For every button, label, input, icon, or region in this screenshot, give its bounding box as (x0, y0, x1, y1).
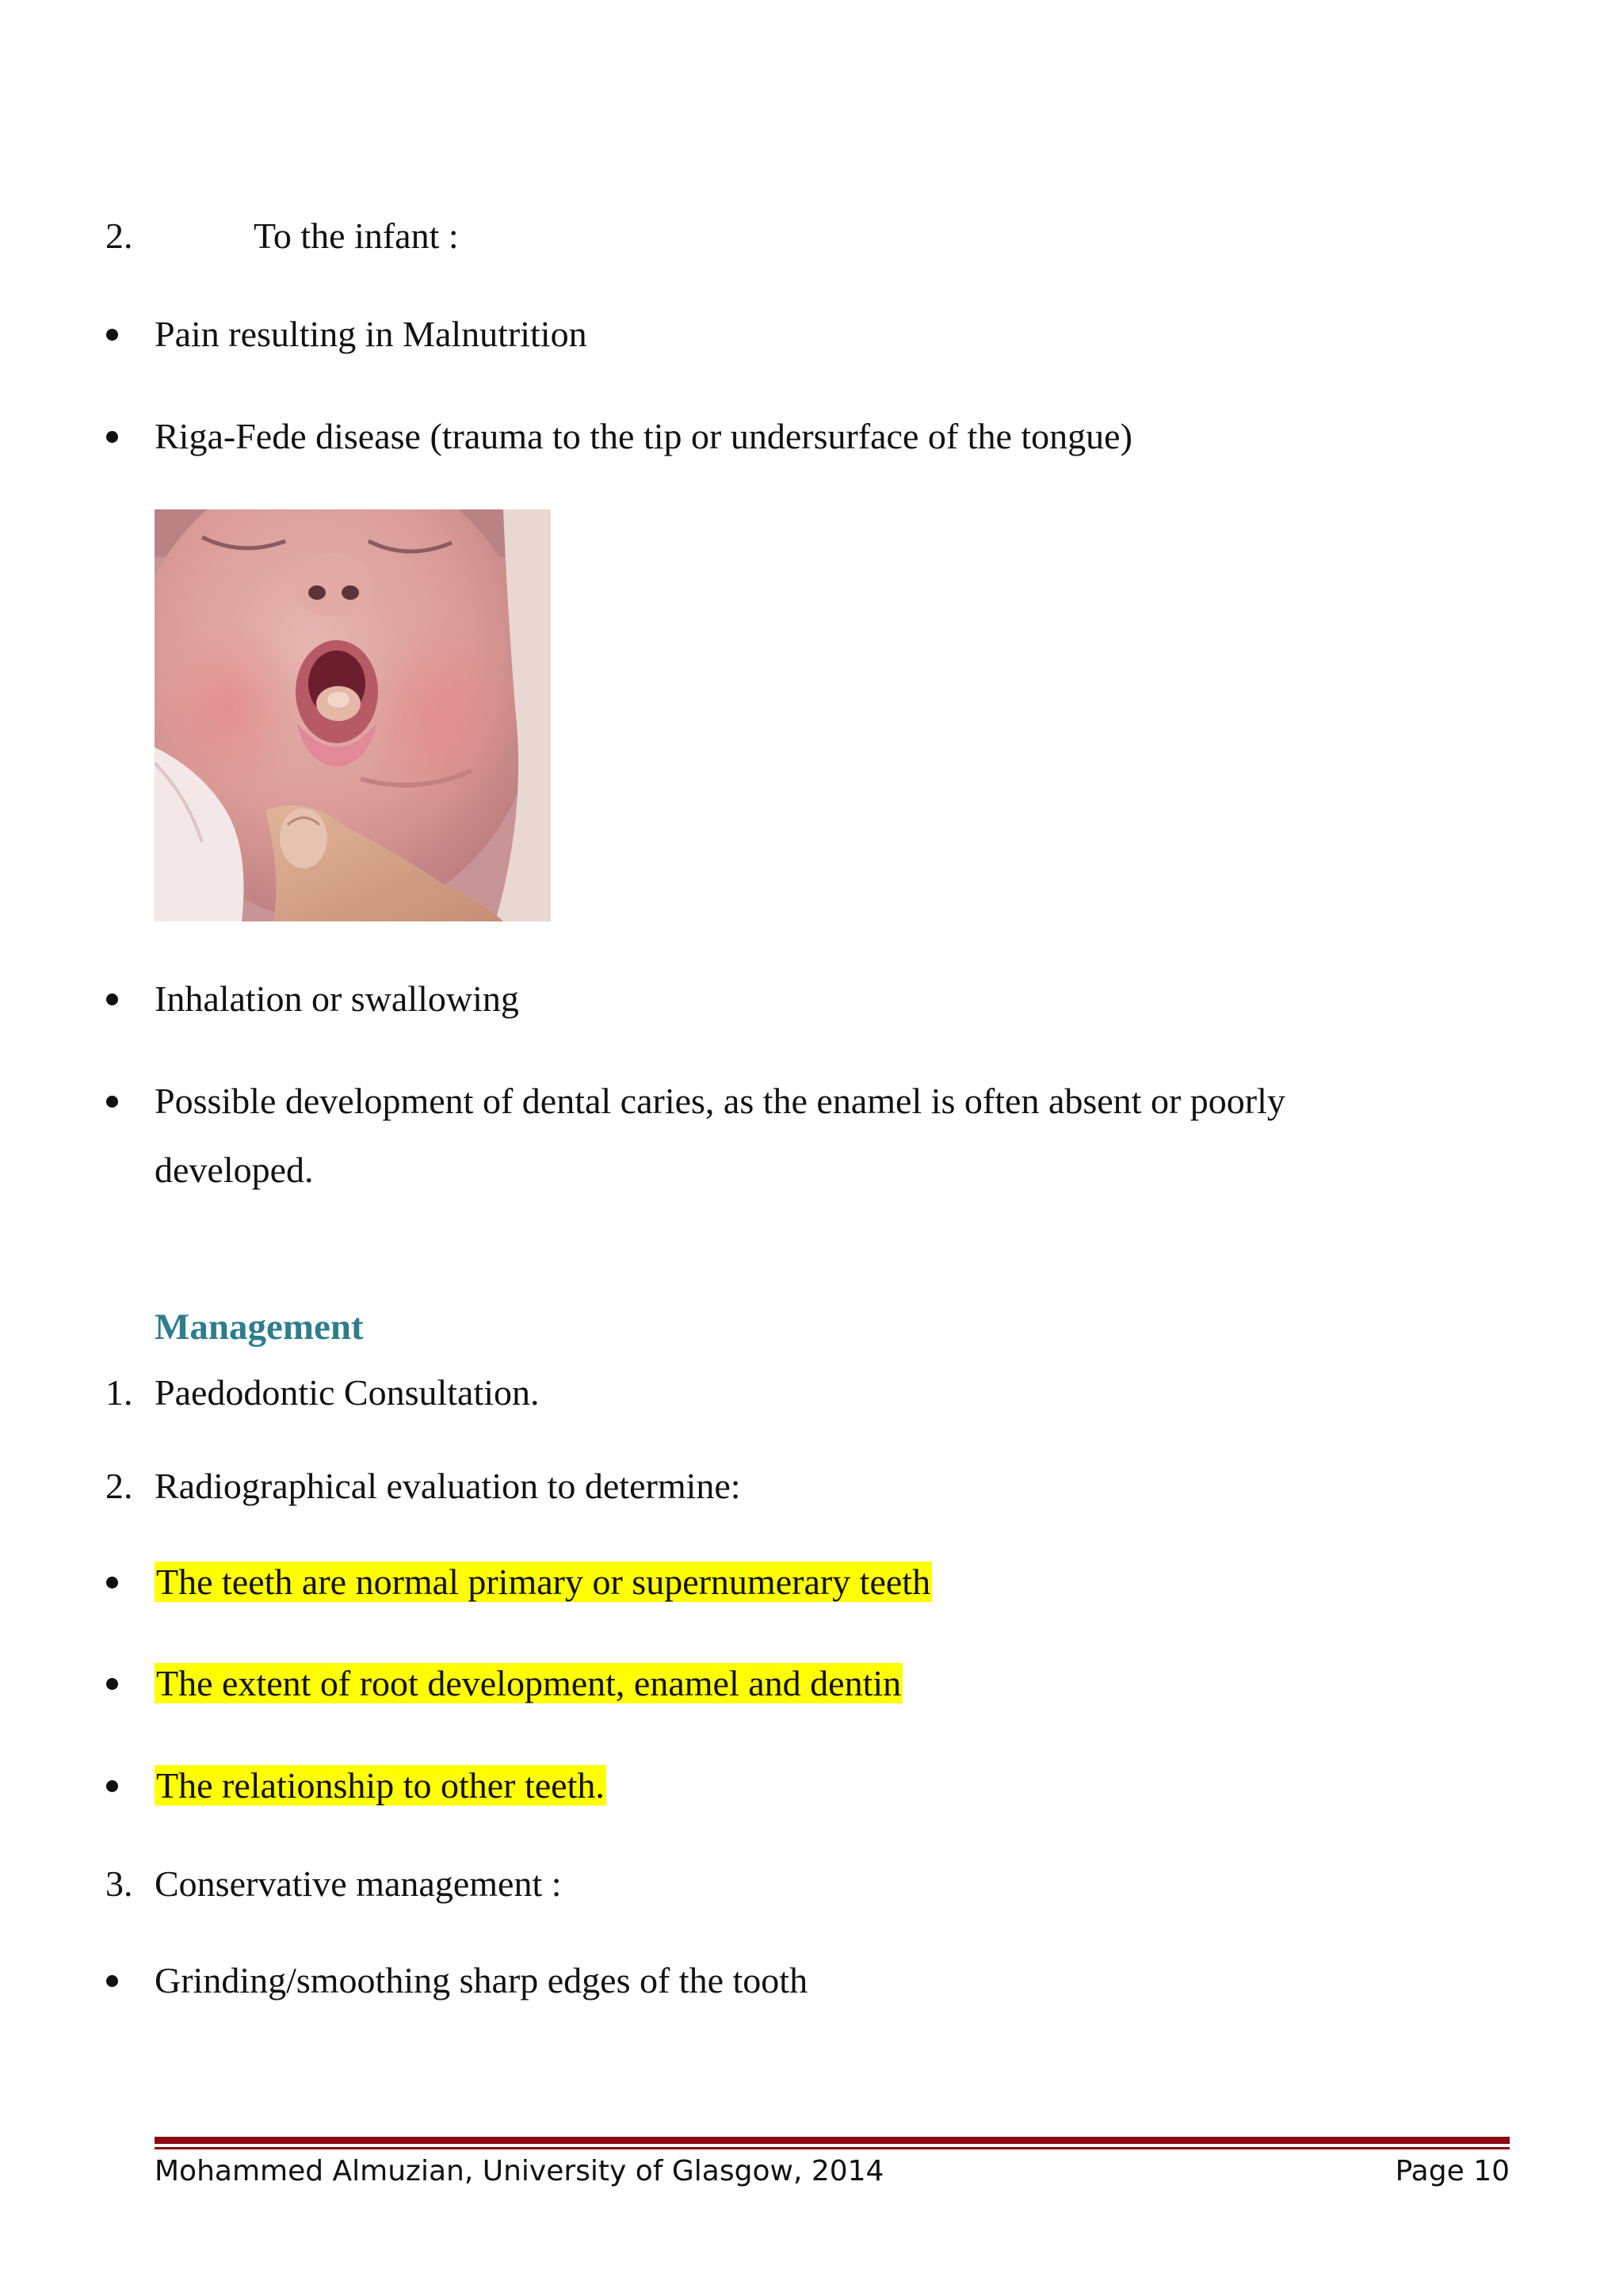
step-number: 2. (105, 1466, 133, 1506)
highlighted-item (155, 1661, 903, 1706)
bullet-icon (106, 1975, 118, 1987)
page-number: Page 10 (1395, 2155, 1510, 2187)
bullet-icon (106, 1780, 118, 1792)
list-item-continuation: developed. (155, 1150, 314, 1190)
list-item: Inhalation or swallowing (155, 978, 519, 1019)
bullet-icon (106, 1678, 118, 1690)
step-text: Radiographical evaluation to determine: (155, 1466, 741, 1506)
section-number: 2. (105, 215, 133, 256)
section-title: To the infant : (254, 215, 459, 256)
list-item: Grinding/smoothing sharp edges of the tooth (155, 1960, 808, 2000)
footer-rule-thin (155, 2147, 1510, 2149)
management-heading: Management (155, 1306, 364, 1348)
highlight-text: The relationship to other teeth. (156, 1765, 605, 1806)
bullet-icon (106, 1096, 118, 1108)
footer-rule (155, 2137, 1510, 2144)
highlight-text: The teeth are normal primary or supernumerary teeth (156, 1562, 931, 1602)
step-text: Paedodontic Consultation. (155, 1372, 540, 1413)
highlighted-item (155, 1560, 932, 1604)
highlight-text: The extent of root development, enamel and dentin (156, 1663, 902, 1703)
bullet-icon (106, 1577, 118, 1589)
highlighted-item (155, 1764, 606, 1808)
step-number: 1. (105, 1372, 133, 1413)
list-item: Riga-Fede disease (trauma to the tip or undersurface of the tongue) (155, 416, 1132, 456)
list-item: Pain resulting in Malnutrition (155, 314, 587, 354)
step-number: 3. (105, 1863, 133, 1904)
riga-fede-photo (155, 509, 551, 921)
bullet-icon (106, 431, 118, 443)
bullet-icon (106, 329, 118, 341)
list-item: Possible development of dental caries, as the enamel is often absent or poorly (155, 1081, 1285, 1121)
footer-author: Mohammed Almuzian, University of Glasgow, 2014 (155, 2155, 884, 2187)
bullet-icon (106, 994, 118, 1005)
step-text: Conservative management : (155, 1863, 562, 1904)
